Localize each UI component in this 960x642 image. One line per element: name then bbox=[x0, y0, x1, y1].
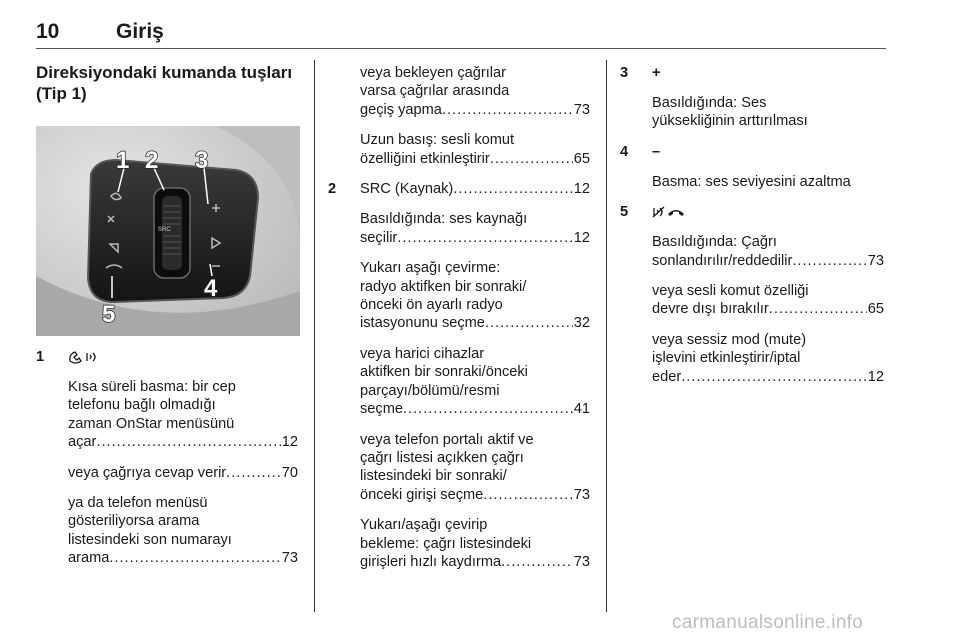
paragraph: Yukarı/aşağı çevirip bekleme: çağrı listesindeki girişleri hızlı kaydırma ..... 73 bbox=[360, 516, 590, 571]
section-title: Direksiyondaki kumanda tuşları (Tip 1) bbox=[36, 63, 293, 103]
page-reference[interactable]: eder ..... 12 bbox=[652, 368, 884, 386]
voice-command-icon bbox=[87, 353, 95, 361]
item-1-symbols bbox=[68, 350, 100, 369]
paragraph: Yukarı aşağı çevirme: radyo aktifken bir sonraki/ önceki ön ayarlı radyo istasyonunu seçme ..... 32 bbox=[360, 259, 590, 333]
item-2 bbox=[328, 180, 590, 198]
column-2 bbox=[328, 64, 590, 583]
page-reference[interactable]: arama ..... 73 bbox=[68, 549, 298, 567]
page-reference[interactable]: girişleri hızlı kaydırma ..... 73 bbox=[360, 553, 590, 571]
header-rule bbox=[36, 48, 886, 49]
page-reference[interactable]: geçiş yapma ..... 73 bbox=[360, 101, 590, 119]
steering-wheel-controls-photo bbox=[36, 126, 300, 336]
column-3 bbox=[620, 64, 884, 398]
paragraph: Kısa süreli basma: bir cep telefonu bağlı olmadığı zaman OnStar menüsünü açar ..... 12 bbox=[68, 378, 298, 452]
page-reference[interactable]: açar ..... 12 bbox=[68, 433, 298, 451]
item-number: 1 bbox=[36, 349, 45, 365]
paragraph bbox=[360, 180, 590, 198]
paragraph: Uzun basış: sesli komut özelliğini etkinleştirir ..... 65 bbox=[360, 131, 590, 168]
page-reference[interactable]: sonlandırılır/reddedilir ..... 73 bbox=[652, 252, 884, 270]
item-4 bbox=[620, 143, 884, 191]
paragraph bbox=[68, 464, 298, 482]
paragraph: veya sessiz mod (mute) işlevini etkinleştirir/iptal eder ..... 12 bbox=[652, 331, 884, 386]
paragraph: veya bekleyen çağrılar varsa çağrılar arasında geçiş yapma ..... 73 bbox=[360, 64, 590, 119]
paragraph: veya harici cihazlar aktifken bir sonraki/önceki parçayı/bölümü/resmi seçme ..... 41 bbox=[360, 345, 590, 419]
paragraph: veya sesli komut özelliği devre dışı bırakılır ..... 65 bbox=[652, 282, 884, 319]
paragraph: Basıldığında: Çağrı sonlandırılır/reddedilir ..... 73 bbox=[652, 233, 884, 270]
paragraph: ya da telefon menüsü gösteriliyorsa arama listesindeki son numarayı arama ..... 73 bbox=[68, 494, 298, 568]
page-reference[interactable]: devre dışı bırakılır ..... 65 bbox=[652, 300, 884, 318]
page-reference[interactable]: veya çağrıya cevap verir ..... 70 bbox=[68, 464, 298, 482]
item-1 bbox=[36, 348, 298, 568]
callout-5: 5 bbox=[102, 301, 116, 328]
item-5 bbox=[620, 203, 884, 386]
paragraph: Basıldığında: ses kaynağı seçilir ..... 12 bbox=[360, 210, 590, 247]
page-reference[interactable]: özelliğini etkinleştirir ..... 65 bbox=[360, 150, 590, 168]
column-divider-2 bbox=[606, 60, 607, 612]
item-number: 4 bbox=[620, 143, 629, 160]
steering-wheel-illustration bbox=[36, 126, 300, 336]
phone-icon bbox=[70, 352, 81, 363]
item-symbol: – bbox=[652, 143, 661, 160]
voice-off-icon bbox=[653, 207, 664, 217]
item-number: 3 bbox=[620, 65, 629, 81]
page-reference[interactable]: seçilir ..... 12 bbox=[360, 229, 590, 247]
item-symbol: + bbox=[652, 65, 661, 81]
page-header-title: Giriş bbox=[116, 20, 164, 43]
page-reference[interactable]: seçme ..... 41 bbox=[360, 400, 590, 418]
item-number: 5 bbox=[620, 204, 629, 221]
column-1 bbox=[36, 348, 298, 580]
callout-3: 3 bbox=[195, 147, 209, 174]
page-reference[interactable]: SRC (Kaynak) ..... 12 bbox=[360, 180, 590, 198]
column-divider-1 bbox=[314, 60, 315, 612]
paragraph: Basıldığında: Ses yüksekliğinin arttırılması bbox=[652, 95, 808, 130]
item-5-symbols bbox=[652, 205, 686, 224]
page-reference[interactable]: önceki girişi seçme ..... 73 bbox=[360, 486, 590, 504]
page-reference[interactable]: istasyonunu seçme ..... 32 bbox=[360, 314, 590, 332]
watermark: carmanualsonline.info bbox=[672, 612, 864, 633]
hang-up-icon bbox=[668, 210, 684, 216]
paragraph: Basma: ses seviyesini azaltma bbox=[652, 173, 851, 190]
paragraph: veya telefon portalı aktif ve çağrı listesi açıkken çağrı listesindeki bir sonraki/ önceki girişi seçme ..... 73 bbox=[360, 431, 590, 505]
page-number: 10 bbox=[36, 20, 60, 43]
callout-2: 2 bbox=[145, 147, 159, 174]
src-button-label: SRC bbox=[158, 227, 171, 233]
item-number: 2 bbox=[328, 181, 337, 198]
callout-4: 4 bbox=[204, 275, 218, 302]
callout-1: 1 bbox=[116, 147, 130, 174]
item-3 bbox=[620, 64, 884, 131]
